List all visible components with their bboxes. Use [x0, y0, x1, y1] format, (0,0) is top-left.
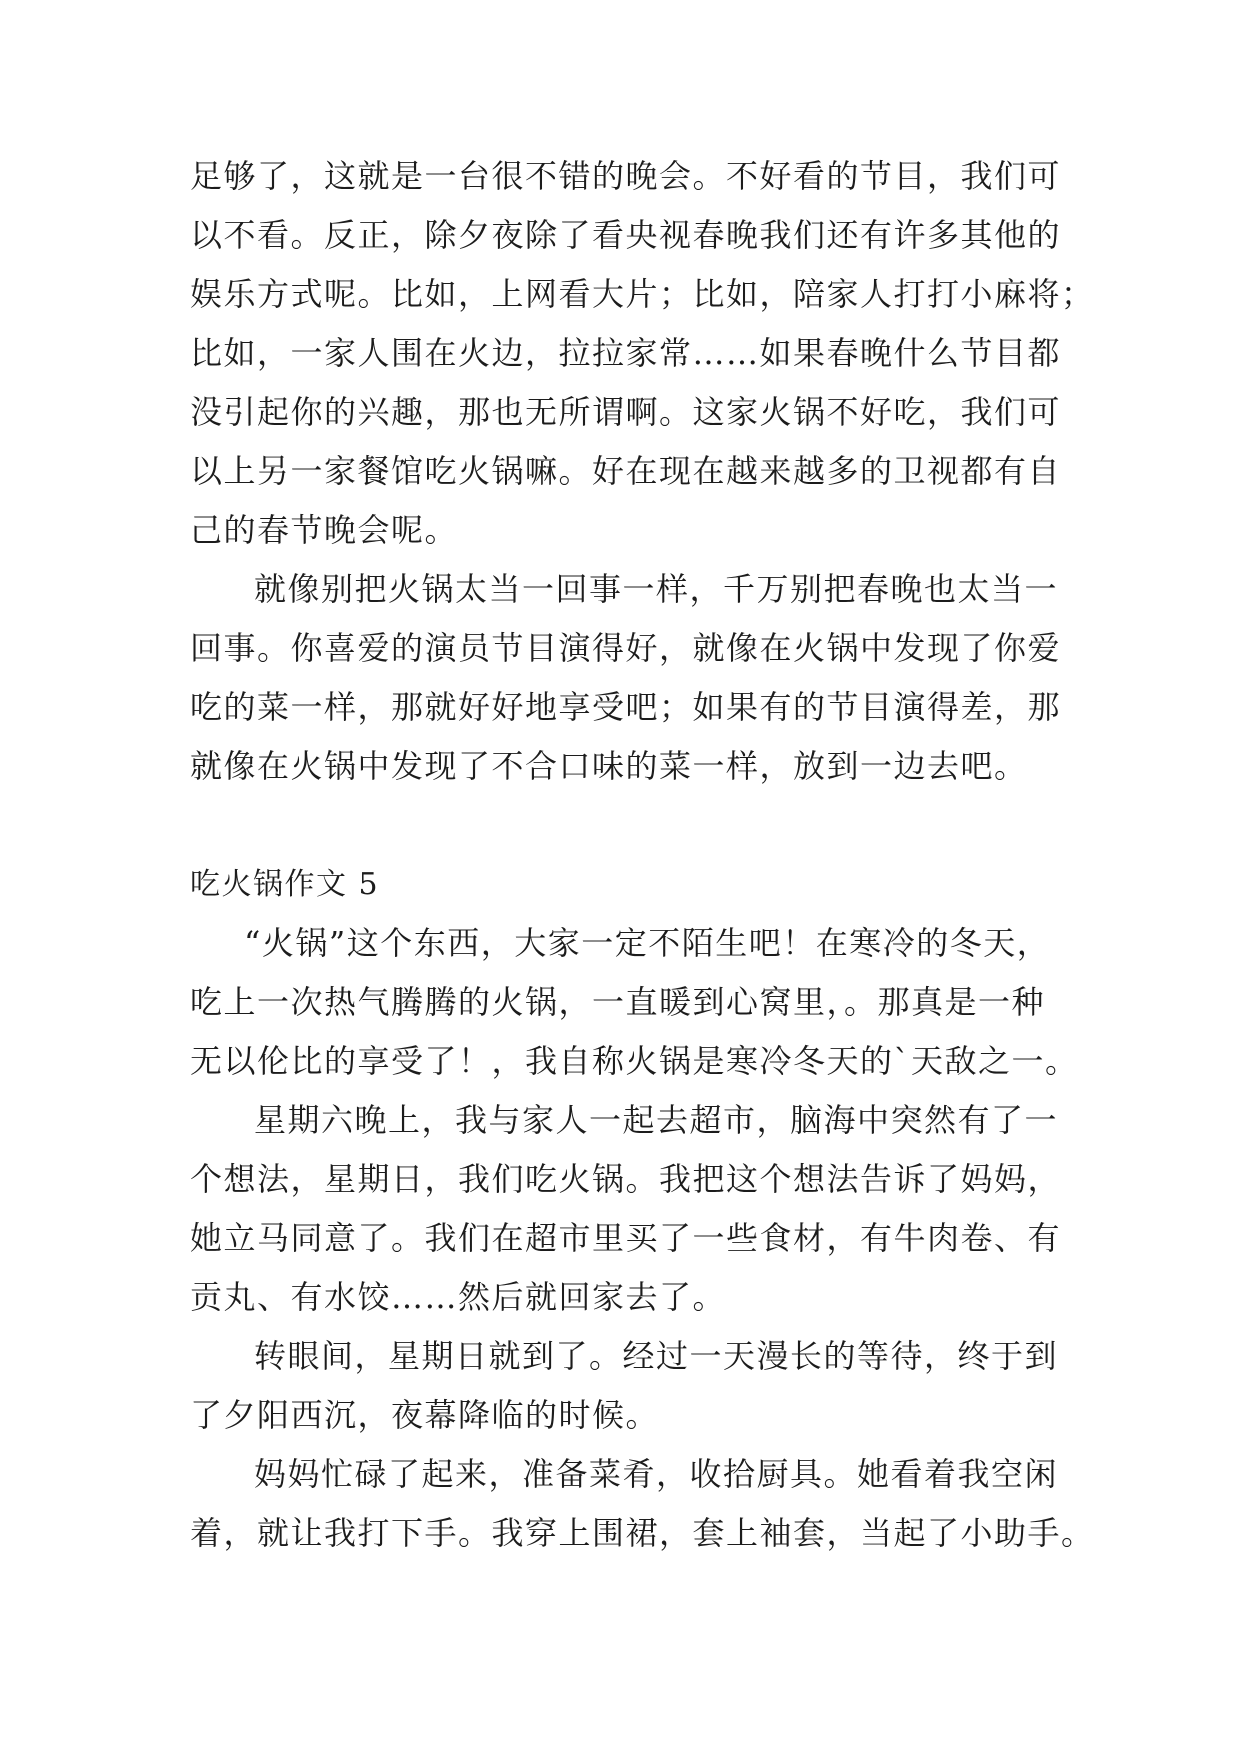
text-line: 没引起你的兴趣，那也无所谓啊。这家火锅不好吃，我们可: [190, 393, 1062, 431]
paragraph: [190, 914, 1079, 1091]
text-line: 了夕阳西沉，夜幕降临的时候。: [190, 1396, 660, 1434]
paragraph: [190, 1327, 1060, 1445]
text-line: 个想法，星期日，我们吃火锅。我把这个想法告诉了妈妈，: [190, 1160, 1062, 1198]
text-line: 比如，一家人围在火边，拉拉家常……如果春晚什么节目都: [190, 334, 1062, 372]
paragraph-continuation: [190, 147, 1095, 560]
text-line: 以上另一家餐馆吃火锅嘛。好在现在越来越多的卫视都有自: [190, 452, 1062, 490]
section-heading: 吃火锅作文 5: [190, 867, 380, 902]
text-line: 就像在火锅中发现了不合口味的菜一样，放到一边去吧。: [190, 747, 1028, 785]
paragraph: [190, 560, 1060, 796]
text-line: 就像别把火锅太当一回事一样，千万别把春晚也太当一: [254, 570, 1059, 608]
text-line: 吃的菜一样，那就好好地享受吧；如果有的节目演得差，那: [190, 688, 1062, 726]
text-line: 贡丸、有水饺……然后就回家去了。: [190, 1278, 727, 1316]
paragraph: [190, 1445, 1095, 1563]
text-line: 她立马同意了。我们在超市里买了一些食材，有牛肉卷、有: [190, 1219, 1062, 1257]
text-line: 吃上一次热气腾腾的火锅，一直暖到心窝里，。那真是一种: [190, 983, 1046, 1021]
paragraph: [190, 1091, 1060, 1327]
text-line: 足够了，这就是一台很不错的晚会。不好看的节目，我们可: [190, 157, 1062, 195]
text-line: 回事。你喜爱的演员节目演得好，就像在火锅中发现了你爱: [190, 629, 1062, 667]
text-line: 着，就让我打下手。我穿上围裙，套上袖套，当起了小助手。: [190, 1514, 1095, 1552]
text-line: 己的春节晚会呢。: [190, 511, 459, 549]
text-line: 无以伦比的享受了！，我自称火锅是寒冷冬天的`天敌之一。: [190, 1042, 1079, 1080]
text-line: 以不看。反正，除夕夜除了看央视春晚我们还有许多其他的: [190, 216, 1062, 254]
text-line: 娱乐方式呢。比如，上网看大片；比如，陪家人打打小麻将；: [190, 275, 1095, 313]
text-line: 转眼间，星期日就到了。经过一天漫长的等待，终于到: [254, 1337, 1059, 1375]
text-line: “火锅”这个东西，大家一定不陌生吧！在寒冷的冬天，: [244, 924, 1051, 962]
text-line: 妈妈忙碌了起来，准备菜肴，收拾厨具。她看着我空闲: [254, 1455, 1059, 1493]
text-line: 星期六晚上，我与家人一起去超市，脑海中突然有了一: [254, 1101, 1059, 1139]
